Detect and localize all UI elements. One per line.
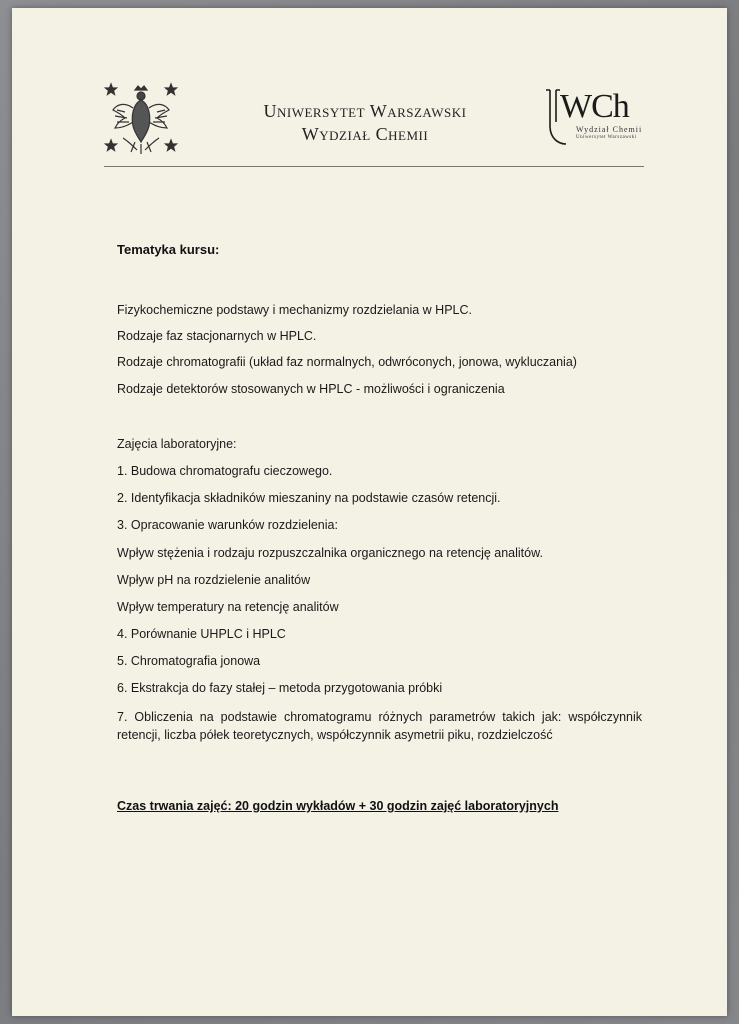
lab-item: 6. Ekstrakcja do fazy stałej – metoda przygotowania próbki (117, 681, 443, 695)
lab-item: 1. Budowa chromatografu cieczowego. (117, 464, 333, 478)
university-name: Uniwersytet Warszawski (263, 101, 467, 121)
lab-item: 3. Opracowanie warunków rozdzielenia: (117, 518, 338, 532)
faculty-name: Wydział Chemii (301, 124, 429, 144)
lab-item: 2. Identyfikacja składników mieszaniny na podstawie czasów retencji. (117, 491, 501, 505)
topic-line: Rodzaje faz stacjonarnych w HPLC. (117, 329, 317, 343)
lab-item: Wpływ pH na rozdzielenie analitów (117, 573, 311, 587)
eagle-crest-icon (103, 80, 179, 158)
lab-item: Wpływ stężenia i rodzaju rozpuszczalnika organicznego na retencję analitów. (117, 546, 543, 560)
logo-subtitle: Wydział Chemii (576, 125, 643, 134)
topic-line: Rodzaje detektorów stosowanych w HPLC - możliwości i ograniczenia (117, 382, 505, 396)
document-page (12, 8, 727, 1016)
lab-item: 5. Chromatografia jonowa (117, 654, 261, 668)
lab-item: Wpływ temperatury na retencję analitów (117, 600, 339, 614)
header-divider (104, 166, 644, 167)
course-topics-heading: Tematyka kursu: (117, 242, 220, 257)
course-duration: Czas trwania zajęć: 20 godzin wykładów + 30 godzin zajęć laboratoryjnych (117, 799, 559, 813)
topic-line: Rodzaje chromatografii (układ faz normalnych, odwróconych, jonowa, wykluczania) (117, 355, 577, 369)
lab-heading: Zajęcia laboratoryjne: (117, 437, 237, 451)
lab-item-calculations: 7. Obliczenia na podstawie chromatogramu różnych parametrów takich jak: współczynnik retencji, liczba półek teoretycznych, współczynnik asymetrii piku, rozdzielczość (117, 710, 642, 742)
logo-text: WCh (560, 88, 629, 125)
logo-subtitle-university: Uniwersytet Warszawski (576, 135, 637, 140)
institution-name (200, 100, 530, 146)
lab-item: 4. Porównanie UHPLC i HPLC (117, 627, 286, 641)
topic-line: Fizykochemiczne podstawy i mechanizmy rozdzielania w HPLC. (117, 303, 472, 317)
